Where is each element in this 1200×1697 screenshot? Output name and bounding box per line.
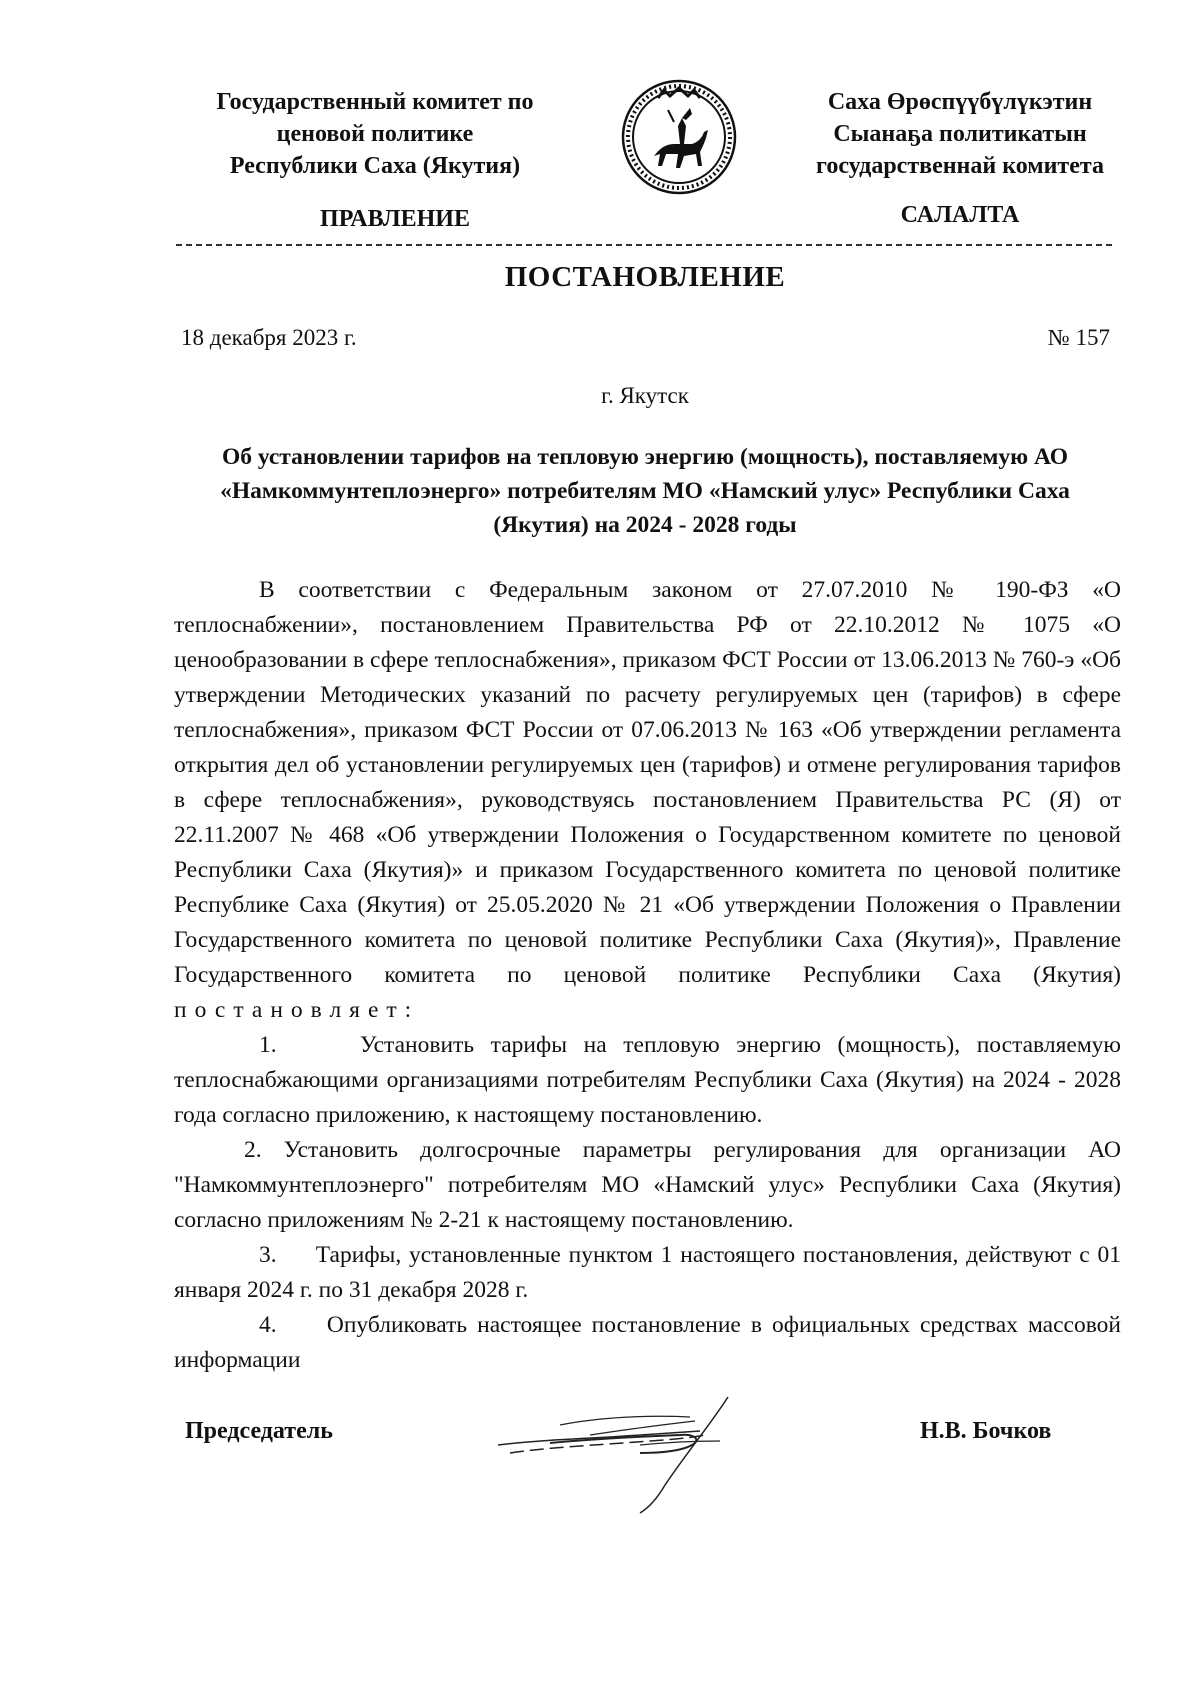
- item-4: 4. Опубликовать настоящее постановление в официальных средствах массовой информации: [174, 1312, 1127, 1373]
- decree-word: постановляет:: [174, 997, 420, 1023]
- document-city: г. Якутск: [601, 383, 689, 408]
- republic-emblem-icon: [620, 78, 738, 196]
- board-label-right: САЛАЛТА: [900, 202, 1020, 228]
- item-3: 3. Тарифы, установленные пунктом 1 настоящего постановления, действуют с 01 января 2024 г. по 31 декабря 2028 г.: [174, 1242, 1127, 1303]
- item-1: 1. Установить тарифы на тепловую энергию (мощность), поставляемую теплоснабжающими организациями потребителям Республики Саха (Якутия) на 2024 - 2028 года согласно приложению, к настоящему постановлению.: [174, 1032, 1127, 1128]
- board-label-left: ПРАВЛЕНИЕ: [320, 206, 470, 232]
- preamble-paragraph: [174, 573, 1121, 1028]
- preamble-text: В соответствии с Федеральным законом от 27.07.2010 № 190-ФЗ «О теплоснабжении», постановлением Правительства РФ от 22.10.2012 № 1075 «О ценообразовании в сфере теплоснабжения», приказом ФСТ России от 13.06.2013 № 760-э «Об утверждении Методических указаний по расчету регулируемых цен (тарифов) в сфере теплоснабжения», приказом ФСТ России от 07.06.2013 № 163 «Об утверждении регламента открытия дел об установлении регулируемых цен (тарифов) и отмене регулирования тарифов в сфере теплоснабжения», руководствуясь постановлением Правительства РС (Я) от 22.11.2007 № 468 «Об утверждении Положения о Государственном комитете по ценовой Республики Саха (Якутия)» и приказом Государственного комитета по ценовой политике Республике Саха (Якутия) от 25.05.2020 № 21 «Об утверждении Положения о Правлении Государственного комитета по ценовой политике Республики Саха (Якутия)», Правление Государственного комитета по ценовой политике Республики Саха (Якутия): [174, 577, 1121, 988]
- document-subject: Об установлении тарифов на тепловую энергию (мощность), поставляемую АО «Намкоммунтеплоэнерго» потребителям МО «Намский улус» Республики Саха (Якутия) на 2024 - 2028 годы: [220, 444, 1070, 538]
- header-divider: [176, 244, 1112, 246]
- item-2: 2. Установить долгосрочные параметры регулирования для организации АО "Намкоммунтеплоэнерго" потребителям МО «Намский улус» Республики Саха (Якутия) согласно приложениям № 2-21 к настоящему постановлению.: [174, 1137, 1121, 1233]
- signatory-role: Председатель: [185, 1418, 333, 1444]
- header-right-line-1: Саха Өрөспүүбүлүкэтин: [827, 89, 1093, 115]
- header-left-line-2: ценовой политике: [276, 121, 474, 147]
- header-left-line-3: Республики Саха (Якутия): [229, 153, 521, 179]
- header-right-line-2: Сыанаҕа политикатын: [833, 121, 1087, 147]
- header-left-line-1: Государственный комитет по: [216, 89, 534, 115]
- header-right-line-3: государственнай комитета: [816, 153, 1104, 179]
- document-body: [174, 573, 1127, 1378]
- document-date: 18 декабря 2023 г.: [181, 325, 357, 350]
- signatory-name: Н.В. Бочков: [920, 1418, 1052, 1444]
- document-number: № 157: [1047, 325, 1110, 350]
- document-title: ПОСТАНОВЛЕНИЕ: [504, 261, 786, 293]
- header-right-org: [780, 86, 1140, 182]
- handwritten-signature-icon: [490, 1395, 790, 1515]
- header-left-org: [190, 86, 560, 182]
